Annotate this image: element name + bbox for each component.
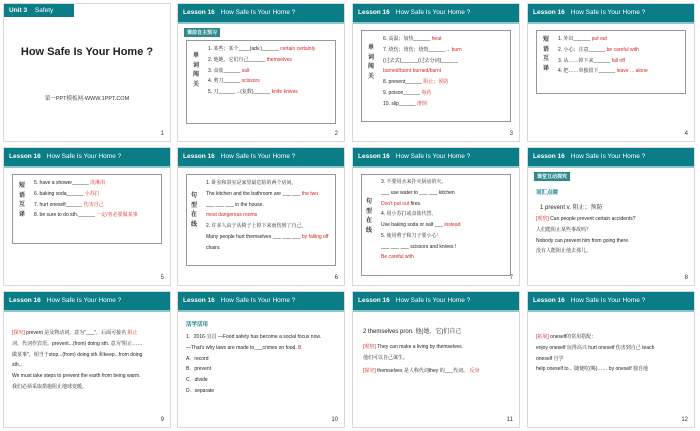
list-item: 没有人能阻止他去那儿。 <box>536 248 592 255</box>
unit-topic: Safety <box>34 7 54 14</box>
slide-header: Lesson 16 How Safe Is Your Home ? <box>353 292 519 310</box>
list-item: 1. 卧室和浴室是家里最危险的两个房间。 <box>206 180 297 186</box>
list-item: chairs. <box>206 244 221 251</box>
slide-6[interactable] <box>177 147 345 286</box>
list-item: Use baking soda or salt ___ instead <box>381 222 461 228</box>
slide-4[interactable] <box>527 3 695 142</box>
list-item: [探究] prevent 是及物动词，意为"___"，后面可接名 阻止 <box>12 330 138 336</box>
list-item: Many people hurt themselves ___ ___ ___ by falling off <box>206 233 329 240</box>
header-underline <box>4 310 170 312</box>
list-item: 1. 某些；某个____(adv.)______ certain certainly <box>208 46 316 52</box>
list-item: 4. 剪刀______ scissors <box>208 78 260 85</box>
header-underline <box>528 310 694 312</box>
source-text: 第一PPT模板网-WWW.1PPT.COM <box>44 96 130 102</box>
side-label: 单 词 闯 关 <box>192 53 199 88</box>
slide-header: Lesson 16 How Safe Is Your Home ? <box>178 148 344 166</box>
list-item: help oneself to... 随便吃(喝)…… by oneself 独自地 <box>536 366 648 373</box>
list-item: A．record <box>186 355 209 362</box>
header-underline <box>353 166 519 168</box>
list-item: 7. hurt oneself______ 伤害自己 <box>34 201 104 208</box>
list-item: 8. prevent______ 阻止；预防 <box>383 79 449 85</box>
list-item: 3. 从……掉下来______ fall off <box>558 57 625 64</box>
list-item: 5. 使用剪子和刀子要小心！ <box>381 232 442 239</box>
slide-header: Lesson 16 How Safe Is Your Home ? <box>178 292 344 310</box>
list-item: 我们必须采取措施阻止地球变暖。 <box>12 383 88 390</box>
section-badge: 课堂互动探究 <box>534 172 570 181</box>
header-underline <box>178 166 344 168</box>
list-item: 做某事"，相当于stop...(from) doing sth.和keep...from doing <box>12 351 143 358</box>
list-item: We must take steps to prevent the earth from being warm. <box>12 373 141 379</box>
list-item: 3. 不要用水来扑灭厨房的火。 <box>381 179 447 185</box>
list-item: 9. poison______ 毒药 <box>383 89 432 96</box>
list-item: Don't put out fires. <box>381 200 422 207</box>
slide-9[interactable] <box>3 291 171 428</box>
unit-banner <box>4 4 74 17</box>
slide-number: 8 <box>684 275 688 281</box>
list-item: 5. have a shower______ 洗淋浴 <box>34 180 106 186</box>
slide-header: Lesson 16 How Safe Is Your Home ? <box>528 4 694 22</box>
side-label: 短 语 互 译 <box>542 37 549 72</box>
section-badge: 课前自主预习 <box>184 28 220 37</box>
list-item: 8. be sure to do sth.______ 一定/务必要做某事 <box>34 212 138 219</box>
side-label: 句 型 在 线 <box>190 193 197 228</box>
word-list <box>208 46 315 100</box>
slide-3[interactable] <box>352 3 520 142</box>
sentence-list <box>206 180 329 255</box>
list-item: 1. 外出______ put out <box>558 36 607 42</box>
list-item: enjoy oneself 玩得高兴 hurt oneself 伤害到自己 teach <box>536 344 655 351</box>
list-item: 7. 烧伤；烫伤；烧毁______→ burn <box>383 46 462 53</box>
list-item: Be careful with <box>381 254 414 261</box>
exercise-block <box>186 334 321 399</box>
list-item: [观察] They can make a living by themselves. <box>363 344 464 350</box>
list-item: 6. 高温；加热______ heat <box>383 36 442 42</box>
slide-10[interactable] <box>177 291 345 428</box>
list-item: ___ ___ ___ in the house. <box>206 201 264 208</box>
explanation-block <box>12 330 142 395</box>
header-underline <box>528 166 694 168</box>
header-underline <box>178 310 344 312</box>
list-item: 10. slip______ 滑倒 <box>383 100 427 107</box>
slide-number: 9 <box>160 417 164 423</box>
phrase-list <box>558 36 648 79</box>
header-underline <box>4 166 170 168</box>
list-item: burned/burnt burned/burnt <box>383 68 442 75</box>
extension-block <box>536 334 654 377</box>
phrase-list <box>34 180 138 223</box>
list-item: The kitchen and the bathroom are ___ ___ the two <box>206 190 319 197</box>
slide-header: Lesson 16 How Safe Is Your Home ? <box>528 148 694 166</box>
slide-7[interactable] <box>352 147 520 286</box>
slide-number: 7 <box>509 275 513 281</box>
slide-12[interactable] <box>527 291 695 428</box>
header-underline <box>353 310 519 312</box>
side-label: 短 语 互 译 <box>18 183 25 218</box>
list-item: (过去式)______(过去分词)______ <box>383 57 459 64</box>
list-item: 4. 用小苏打或食盐代替。 <box>381 211 437 218</box>
list-item: 5. 刀______→(复数)______ knife knives <box>208 89 298 95</box>
list-item: 2. 他她、它们自己______ themselves <box>208 56 292 63</box>
slide-title: How Safe Is Your Home ? <box>20 46 154 58</box>
example-block <box>363 344 479 378</box>
slide-number: 12 <box>681 417 688 423</box>
list-item: —That's why laws are made to___crimes on food. B <box>186 344 302 351</box>
list-item: Nobody can prevent him from going there. <box>536 237 630 244</box>
list-item: ___ use water to ___ ___ kitchen <box>381 189 455 196</box>
slide-number: 1 <box>160 131 164 137</box>
slide-number: 6 <box>334 275 338 281</box>
slide-number: 2 <box>334 131 338 137</box>
list-item: 人们能阻止某些事故吗？ <box>536 226 592 233</box>
slide-header: Lesson 16 How Safe Is Your Home ? <box>528 292 694 310</box>
word-list <box>383 36 462 111</box>
slide-8[interactable] <box>527 147 695 286</box>
side-label: 句 型 在 线 <box>365 199 372 234</box>
slide-number: 3 <box>509 131 513 137</box>
slide-number: 10 <box>331 417 338 423</box>
slide-1[interactable] <box>3 3 171 142</box>
section-title: 词汇点睛 <box>536 190 559 196</box>
header-underline <box>178 22 344 24</box>
list-item: 他们可以自己谋生。 <box>363 354 409 361</box>
list-item: 1．2016·宜昌 —Food safety has become a social focus now. <box>186 334 322 340</box>
list-item: most dangerous rooms <box>206 212 258 219</box>
sentence-list <box>381 179 461 265</box>
slide-header: Lesson 16 How Safe Is Your Home ? <box>4 148 170 166</box>
list-item: D．separate <box>186 387 215 394</box>
example-block <box>536 216 636 259</box>
list-item: ___ ___ ___ scissors and knives ! <box>381 243 457 250</box>
slide-11[interactable] <box>352 291 520 428</box>
list-item: 6. baking soda______ 小苏打 <box>34 190 100 197</box>
header-underline <box>353 22 519 24</box>
unit-label: Unit 3 <box>9 7 28 14</box>
list-item: sth.。 <box>12 362 26 369</box>
list-item: 3. 食盐______ salt <box>208 67 250 74</box>
slide-number: 11 <box>506 417 513 423</box>
list-item: 2. 许多人由于从椅子上掉下来而伤到了自己。 <box>206 223 307 229</box>
list-item: B．prevent <box>186 366 212 373</box>
slide-number: 5 <box>160 275 164 281</box>
slide-header: Lesson 16 How Safe Is Your Home ? <box>353 4 519 22</box>
slide-5[interactable] <box>3 147 171 286</box>
list-item: 4. 把……单独留下______ leave ... alone <box>558 68 648 75</box>
section-title: 活学活用 <box>186 322 209 328</box>
list-item: oneself 自学 <box>536 355 564 362</box>
list-item: C．divide <box>186 377 208 383</box>
side-label: 单 词 闯 关 <box>367 45 374 80</box>
item-heading: 1 prevent v. 阻止；预防 <box>540 205 603 211</box>
list-item: [观察] Can people prevent certain accidents? <box>536 216 636 222</box>
slide-number: 4 <box>684 131 688 137</box>
list-item: [拓展] oneself的常用搭配： <box>536 334 597 340</box>
item-heading: 2 themselves pron. 他(她、它)们自己 <box>363 329 462 335</box>
slide-header: Lesson 16 How Safe Is Your Home ? <box>178 4 344 22</box>
list-item: 2. 小心；注意______ be careful with <box>558 46 639 53</box>
header-underline <box>528 22 694 24</box>
list-item: [探究] themselves 是人称代词they 的___代词。 反身 <box>363 367 480 374</box>
slide-header: Lesson 16 How Safe Is Your Home ? <box>353 148 519 166</box>
list-item: 词、代词作宾语。prevent...(from) doing sth. 意为"阻止…… <box>12 340 143 347</box>
slide-header: Lesson 16 How Safe Is Your Home ? <box>4 292 170 310</box>
slide-2[interactable] <box>177 3 345 142</box>
